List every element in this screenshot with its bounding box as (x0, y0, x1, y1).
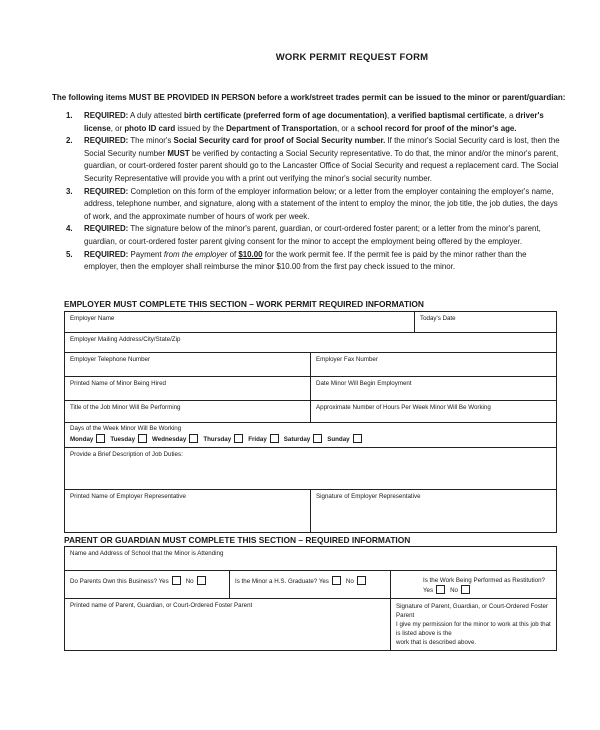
rep-name-field[interactable] (65, 490, 311, 533)
own-business-no-checkbox[interactable] (197, 576, 206, 585)
todays-date-field[interactable] (415, 312, 557, 333)
day-checkbox-monday[interactable] (96, 434, 105, 443)
requirement-text: REQUIRED: (84, 111, 129, 120)
parent-name-label: Printed name of Parent, Guardian, or Court-Ordered Foster Parent (70, 602, 253, 609)
permission-text: work that is described above. (396, 639, 477, 646)
requirement-text: of (227, 249, 239, 259)
hs-graduate-yes-checkbox[interactable] (332, 576, 341, 585)
telephone-field[interactable] (65, 353, 311, 377)
own-business-yes-label: Yes (158, 578, 169, 585)
requirement-item (66, 135, 560, 185)
day-label-friday: Friday (248, 436, 267, 443)
requirement-item (66, 110, 560, 135)
day-label-thursday: Thursday (203, 436, 232, 443)
restitution-label: Is the Work Being Performed as Restitution? (423, 577, 545, 584)
minor-name-label: Printed Name of Minor Being Hired (70, 380, 166, 387)
restitution-yes-checkbox[interactable] (436, 585, 445, 594)
own-business-yes-checkbox[interactable] (172, 576, 181, 585)
employer-name-label: Employer Name (70, 315, 115, 322)
requirement-text: driver's license (84, 111, 544, 133)
mailing-address-label: Employer Mailing Address/City/State/Zip (70, 336, 181, 343)
requirement-text: $10.00 (238, 249, 263, 259)
requirement-number: 4. (66, 224, 73, 234)
job-title-label: Title of the Job Minor Will Be Performing (70, 404, 181, 411)
hs-graduate-label: Is the Minor a H.S. Graduate? (235, 578, 318, 585)
restitution-yes-label: Yes (423, 587, 434, 594)
rep-name-label: Printed Name of Employer Representative (70, 493, 186, 500)
minor-name-field[interactable] (65, 377, 311, 401)
requirement-text: for the work permit fee. If the permit fee is paid by the minor rather than the employer, then the employer shall reimburse the minor $10.00 from the first pay check issued to the minor. (84, 249, 527, 272)
restitution-no-label: No (450, 587, 459, 594)
requirement-item (66, 186, 560, 224)
requirement-text: be verified by contacting a Social Security representative. To do that, the minor and/or the minor's parent, guardian, or court-ordered foster parent should go to the Lancaster Office of Social Security and request a replacement card. The Social Security Representative will provide you with a print out verifying the minor's social security number. (84, 148, 559, 183)
requirement-text: A duly attested (128, 111, 184, 120)
day-checkbox-thursday[interactable] (234, 434, 243, 443)
requirement-text: Completion on this form of the employer information below; or a letter from the employer containing the employer's name, address, telephone number, and signature, along with a statement of the intent to employ the minor, the job title, the job duties, the days of work, and the approximate number of hours of work per week. (84, 186, 558, 221)
requirement-text: MUST (167, 148, 190, 158)
requirement-text: from the employer (163, 249, 228, 259)
requirement-text: , or a (337, 123, 358, 133)
day-checkbox-sunday[interactable] (353, 434, 362, 443)
mailing-address-field[interactable] (65, 333, 557, 353)
requirement-text: If the minor's Social Security card is lost, then the Social Security number (84, 136, 560, 158)
parent-name-field[interactable] (65, 599, 391, 651)
requirement-text: (preferred form of age documentation) (243, 111, 388, 120)
begin-date-label: Date Minor Will Begin Employment (316, 380, 412, 387)
requirement-text: , a (504, 111, 516, 120)
requirement-text: REQUIRED: (84, 186, 129, 196)
page-title: WORK PERMIT REQUEST FORM (275, 52, 429, 63)
fax-field[interactable] (311, 353, 557, 377)
todays-date-label: Today's Date (420, 315, 456, 322)
requirement-number: 2. (66, 136, 73, 146)
requirement-text: The signature below of the minor's parent, guardian, or court-ordered foster parent; or a letter from the minor's parent, guardian, or court-ordered foster parent giving consent for the minor to accept the employment being offered by the employer. (84, 224, 541, 246)
day-label-monday: Monday (70, 436, 94, 443)
hours-label: Approximate Number of Hours Per Week Minor Will Be Working (316, 404, 491, 411)
telephone-label: Employer Telephone Number (70, 356, 151, 363)
days-checkbox-row (70, 434, 551, 443)
fax-label: Employer Fax Number (316, 356, 378, 363)
requirement-item (66, 223, 560, 248)
day-checkbox-tuesday[interactable] (138, 434, 147, 443)
own-business-label: Do Parents Own this Business? (70, 578, 158, 585)
restitution-no-checkbox[interactable] (461, 585, 470, 594)
requirement-text: a verified baptismal certificate (391, 111, 505, 120)
parent-signature-label: Signature of Parent, Guardian, or Court-Ordered Foster Parent (396, 603, 549, 619)
requirements-list (66, 110, 560, 274)
restitution-field (391, 571, 557, 599)
parent-table (64, 546, 557, 651)
own-business-no-label: No (185, 578, 194, 585)
requirement-text: photo ID card (124, 123, 176, 133)
rep-signature-label: Signature of Employer Representative (316, 493, 421, 500)
hs-graduate-no-checkbox[interactable] (357, 576, 366, 585)
hs-graduate-yes-label: Yes (318, 578, 329, 585)
requirement-text: , or (110, 123, 125, 133)
employer-section-heading: EMPLOYER MUST COMPLETE THIS SECTION – WORK PERMIT REQUIRED INFORMATION (64, 299, 424, 309)
intro-text: The following items MUST BE PROVIDED IN PERSON before a work/street trades permit can be issued to the minor or parent/guardian: (52, 93, 566, 102)
begin-date-field[interactable] (311, 377, 557, 401)
days-field (65, 423, 557, 448)
requirement-text: birth certificate (184, 111, 242, 120)
requirement-text: Payment (128, 249, 164, 259)
job-title-field[interactable] (65, 401, 311, 423)
day-checkbox-friday[interactable] (270, 434, 279, 443)
requirement-text: Department of Transportation (226, 123, 338, 133)
requirement-number: 5. (66, 249, 73, 259)
requirement-text: school record for proof of the minor's age. (357, 123, 517, 133)
job-duties-field[interactable] (65, 448, 557, 490)
requirement-text: Social Security card for proof of Social Security number. (173, 136, 386, 146)
requirement-text: , (387, 111, 392, 120)
employer-table (64, 311, 557, 533)
employer-name-field[interactable] (65, 312, 415, 333)
requirement-number: 3. (66, 186, 73, 196)
day-label-tuesday: Tuesday (110, 436, 136, 443)
requirement-text: REQUIRED: (84, 249, 129, 259)
day-checkbox-saturday[interactable] (313, 434, 322, 443)
day-label-saturday: Saturday (283, 436, 311, 443)
requirement-item (66, 249, 560, 274)
parent-section-heading: PARENT OR GUARDIAN MUST COMPLETE THIS SECTION – REQUIRED INFORMATION (64, 535, 411, 545)
job-duties-label: Provide a Brief Description of Job Duties: (70, 451, 183, 458)
parent-signature-field[interactable] (391, 599, 557, 651)
day-checkbox-wednesday[interactable] (189, 434, 198, 443)
requirement-text: REQUIRED: (84, 136, 129, 146)
day-label-sunday: Sunday (327, 436, 350, 443)
requirement-number: 1. (66, 111, 73, 120)
requirement-text: The minor's (128, 136, 174, 146)
days-label: Days of the Week Minor Will Be Working (70, 425, 182, 432)
requirement-text: issued by the (175, 123, 227, 133)
requirement-text: REQUIRED: (84, 224, 129, 234)
school-label: Name and Address of School that the Minor is Attending (70, 550, 224, 557)
hs-graduate-no-label: No (345, 578, 354, 585)
day-label-wednesday: Wednesday (152, 436, 187, 443)
hs-graduate-field (230, 571, 391, 599)
own-business-field (65, 571, 230, 599)
hours-field[interactable] (311, 401, 557, 423)
rep-signature-field[interactable] (311, 490, 557, 533)
school-field[interactable] (65, 547, 557, 571)
permission-line: I give my permission for the minor to work at this job that is listed above is the (396, 621, 551, 637)
